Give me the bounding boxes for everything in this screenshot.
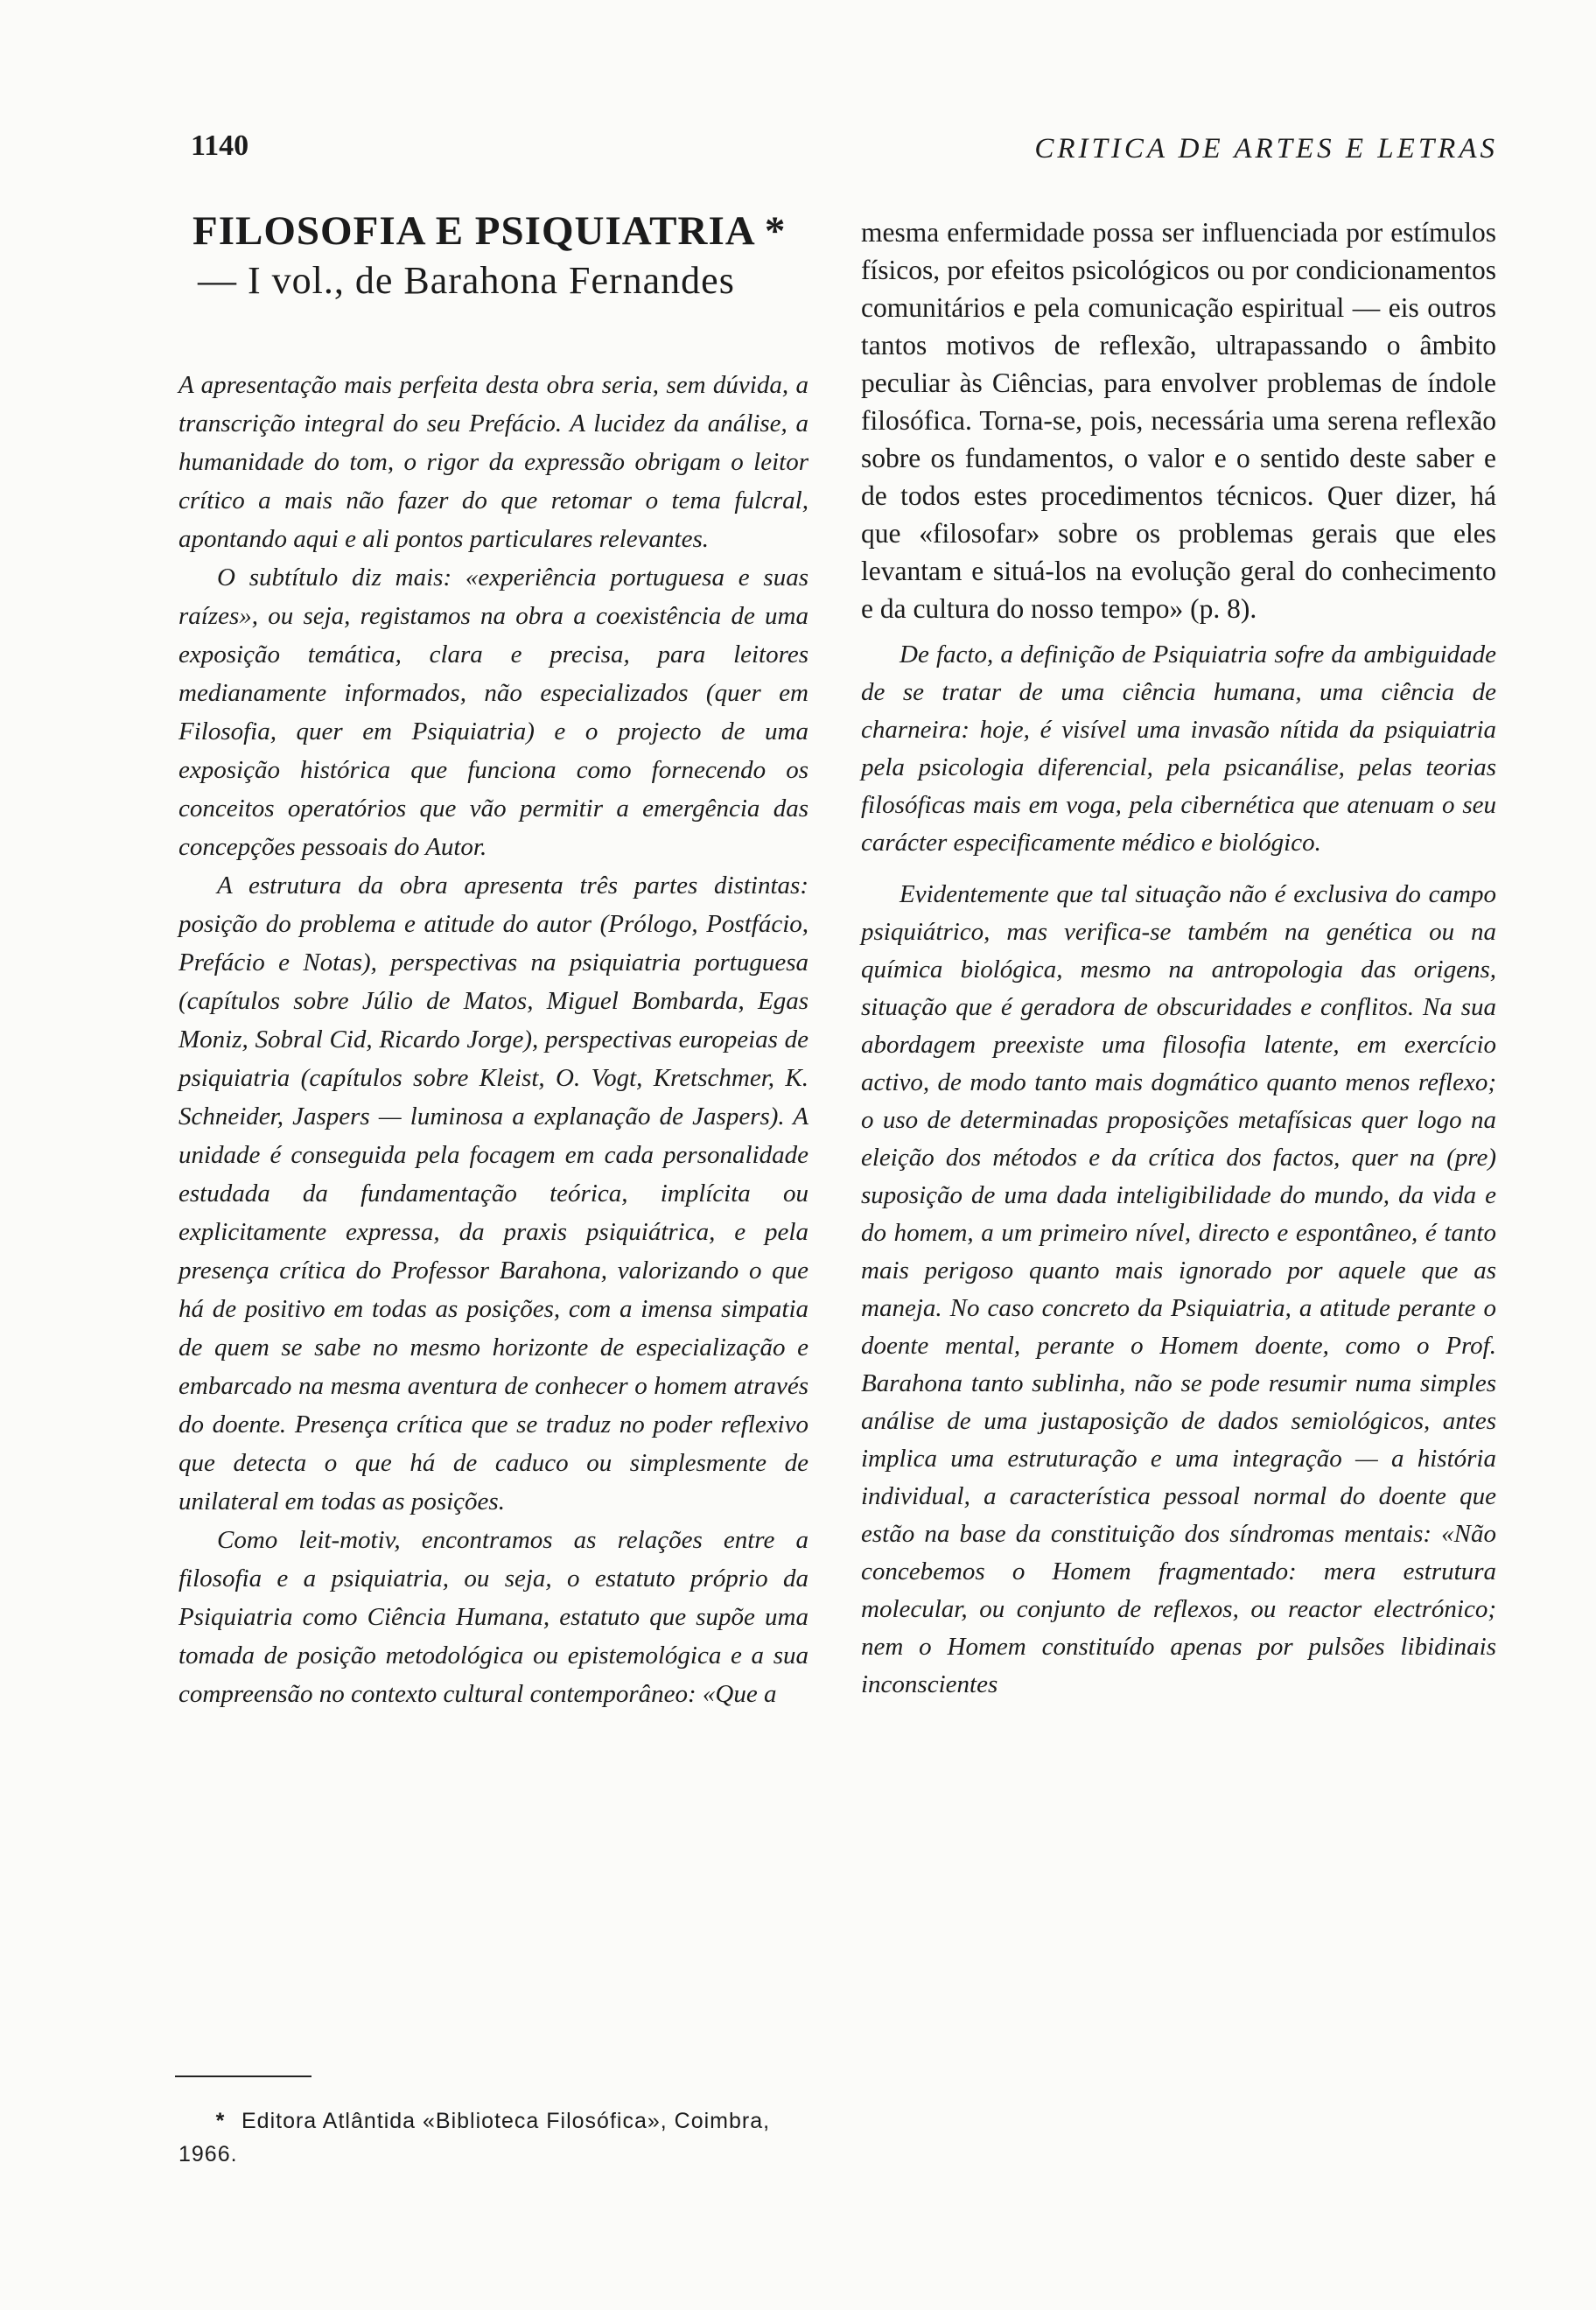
article-subtitle: — I vol., de Barahona Fernandes	[198, 259, 735, 302]
left-column	[178, 208, 808, 1713]
paragraph-quote-continuation: mesma enfermidade possa ser influenciada por estímulos físicos, por efeitos psicológicos ou por condicionamentos comunitários e pela comunicação espiritual — eis outros tantos motivos de reflexão, ultrapassando o âmbito peculiar às Ciências, para envolver problemas de índole filosófica. Torna-se, pois, necessária uma serena reflexão sobre os fundamentos, o valor e o sentido deste saber e de todos estes procedimentos técnicos. Quer dizer, há que «filosofar» sobre os problemas gerais que eles levantam e situá-los na evolução geral do conhecimento e da cultura do nosso tempo» (p. 8).	[861, 217, 1496, 624]
footnote-marker: *	[215, 2109, 226, 2133]
paragraph-estrutura: A estrutura da obra apresenta três partes distintas: posição do problema e atitude do autor (Prólogo, Postfácio, Prefácio e Notas), perspectivas na psiquiatria portuguesa (capítulos sobre Júlio de Matos, Miguel Bombarda, Egas Moniz, Sobral Cid, Ricardo Jorge), perspectivas europeias de psiquiatria (capítulos sobre Kleist, O. Vogt, Kretschmer, K. Schneider, Jaspers — luminosa a explanação de Jaspers). A unidade é conseguida pela focagem em cada personalidade estudada da fundamentação teórica, implícita ou explicitamente expressa, da praxis psiquiátrica, e pela presença crítica do Professor Barahona, valorizando o que há de positivo em todas as posições, com a imensa simpatia de quem se sabe no mesmo horizonte de especialização e embarcado na mesma aventura de conhecer o homem através do doente. Presença crítica que se traduz no poder reflexivo que detecta o que há de caduco ou simplesmente de unilateral em todas as posições.	[178, 872, 808, 1516]
footnote-text: Editora Atlântida «Biblioteca Filosófica», Coimbra, 1966.	[178, 2109, 771, 2166]
page-number: 1140	[191, 130, 249, 162]
intro-paragraph: A apresentação mais perfeita desta obra seria, sem dúvida, a transcrição integral do seu Prefácio. A lucidez da análise, a humanidade do tom, o rigor da expressão obrigam o leitor crítico a mais não fazer do que retomar o tema fulcral, apontando aqui e ali pontos particulares relevantes.	[178, 371, 808, 553]
paragraph-leit-motiv: Como leit-motiv, encontramos as relações entre a filosofia e a psiquiatria, ou seja, o estatuto próprio da Psiquiatria como Ciência Humana, estatuto que supõe uma tomada de posição metodológica ou epistemológica e a sua compreensão no contexto cultural contemporâneo: «Que a	[178, 1526, 808, 1708]
footnote	[178, 2104, 808, 2171]
running-head: CRITICA DE ARTES E LETRAS	[1034, 133, 1498, 164]
right-column	[861, 214, 1496, 1704]
paragraph-evidentemente: Evidentemente que tal situação não é exclusiva do campo psiquiátrico, mas verifica-se também na genética ou na química biológica, mesmo na antropologia das origens, situação que é geradora de obscuridades e conflitos. Na sua abordagem preexiste uma filosofia latente, em exercício activo, de modo tanto mais dogmático quanto menos reflexo; o uso de determinadas proposições metafísicas quer logo na eleição dos métodos e da crítica dos factos, quer na (pre) suposição de uma dada inteligibilidade do mundo, da vida e do homem, a um primeiro nível, directo e espontâneo, é tanto mais perigoso quanto mais ignorado por aquele que as maneja. No caso concreto da Psiquiatria, a atitude perante o doente mental, perante o Homem doente, como o Prof. Barahona tanto sublinha, não se pode resumir numa simples análise de uma justaposição de dados semiológicos, antes implica uma estruturação e uma integração — a história individual, a característica pessoal normal do doente que estão na base da constituição dos síndromas mentais: «Não concebemos o Homem fragmentado: mera estrutura molecular, ou conjunto de reflexos, ou reactor electrónico; nem o Homem constituído apenas por pulsões libidinais inconscientes	[861, 880, 1496, 1698]
article-title: FILOSOFIA E PSIQUIATRIA *	[192, 208, 787, 254]
footnote-divider	[175, 2076, 312, 2077]
paragraph-de-facto: De facto, a definição de Psiquiatria sofre da ambiguidade de se tratar de uma ciência humana, uma ciência de charneira: hoje, é visível uma invasão nítida da psiquiatria pela psicologia diferencial, pela psicanálise, pelas teorias filosóficas mais em voga, pela cibernética que atenuam o seu carácter especificamente médico e biológico.	[861, 640, 1496, 857]
paragraph-subtitulo: O subtítulo diz mais: «experiência portuguesa e suas raízes», ou seja, registamos na obra a coexistência de uma exposição temática, clara e precisa, para leitores medianamente informados, não especializados (quer em Filosofia, quer em Psiquiatria) e o projecto de uma exposição histórica que funciona como fornecendo os conceitos operatórios que vão permitir a emergência das concepções pessoais do Autor.	[178, 564, 808, 861]
